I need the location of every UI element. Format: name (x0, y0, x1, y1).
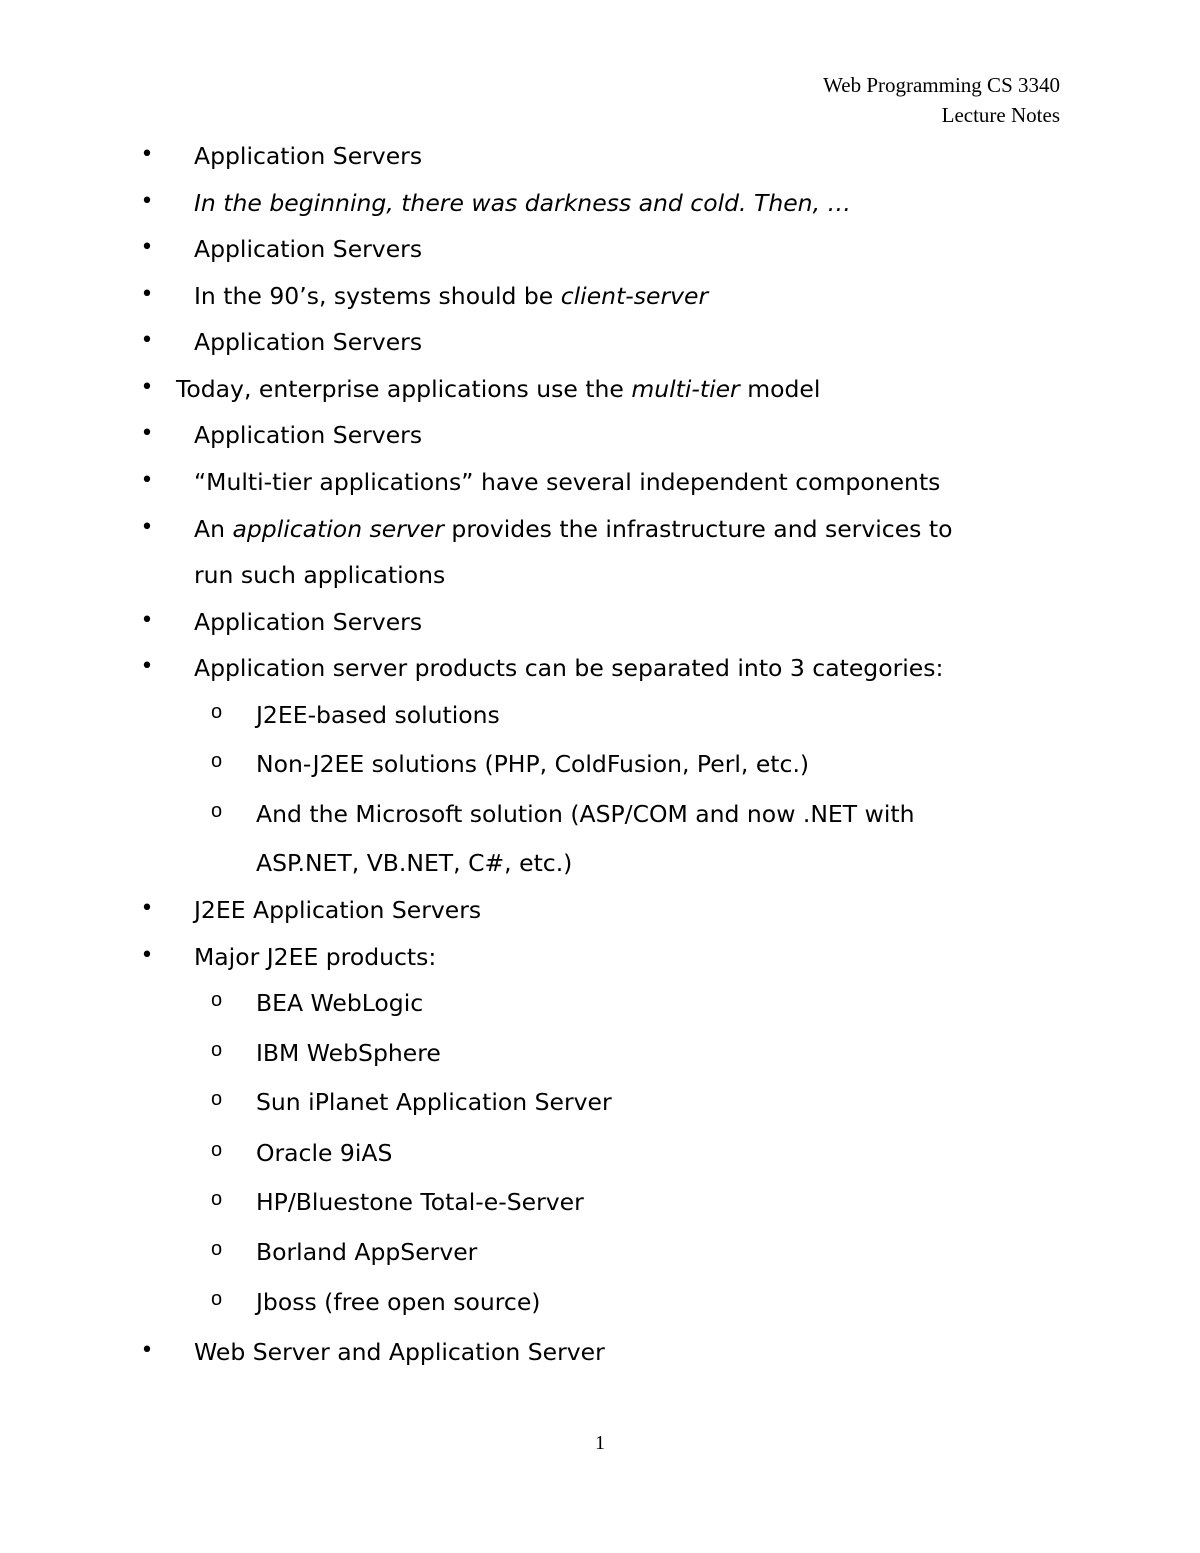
sub-list-item-text: Sun iPlanet Application Server (256, 1088, 612, 1116)
circle-bullet-icon: o (211, 1088, 223, 1110)
circle-bullet-icon: o (211, 750, 223, 772)
circle-bullet-icon: o (211, 800, 223, 822)
list-item-text: “Multi-tier applications” have several independent components (194, 468, 941, 496)
circle-bullet-icon: o (211, 701, 223, 723)
circle-bullet-icon: o (211, 1188, 223, 1210)
bullet-icon: • (140, 1338, 154, 1363)
sub-list-item-text: HP/Bluestone Total-e-Server (256, 1188, 584, 1216)
circle-bullet-icon: o (211, 1139, 223, 1161)
bullet-icon: • (140, 468, 154, 493)
bullet-icon: • (140, 142, 154, 167)
bullet-icon: • (140, 608, 154, 633)
text-run: provides the infrastructure and services to (443, 515, 953, 543)
list-item-text (194, 282, 708, 310)
bullet-icon: • (140, 328, 154, 353)
circle-bullet-icon: o (211, 989, 223, 1011)
list-item-text: Application Servers (194, 421, 423, 449)
emphasis-text: multi-tier (631, 375, 740, 403)
bullet-icon: • (140, 282, 154, 307)
bullet-icon: • (140, 189, 154, 214)
list-item-text: J2EE Application Servers (194, 896, 482, 924)
list-item-text: Application server products can be separated into 3 categories: (194, 654, 944, 682)
list-item-text: Application Servers (194, 608, 423, 636)
sub-list-item-text: IBM WebSphere (256, 1039, 441, 1067)
list-item-text (176, 375, 820, 403)
text-run: model (739, 375, 821, 403)
bullet-icon: • (140, 896, 154, 921)
list-item-text: run such applications (194, 561, 446, 589)
list-item-text (194, 515, 952, 543)
header-subtitle: Lecture Notes (941, 103, 1060, 127)
list-item-text: Web Server and Application Server (194, 1338, 605, 1366)
sub-list-item-text: And the Microsoft solution (ASP/COM and now .NET with (256, 800, 915, 828)
bullet-icon: • (140, 943, 154, 968)
bullet-icon: • (140, 654, 154, 679)
bullet-icon: • (140, 375, 154, 400)
sub-list-item-text: ASP.NET, VB.NET, C#, etc.) (256, 849, 573, 877)
emphasis-text: application server (232, 515, 444, 543)
sub-list-item-text: BEA WebLogic (256, 989, 424, 1017)
sub-list-item-text: Oracle 9iAS (256, 1139, 393, 1167)
list-item-text: Application Servers (194, 142, 423, 170)
bullet-icon: • (140, 515, 154, 540)
course-title: Web Programming CS 3340 (823, 73, 1060, 97)
list-item-text: In the beginning, there was darkness and cold. Then, … (194, 189, 852, 217)
sub-list-item-text: Borland AppServer (256, 1238, 478, 1266)
list-item-text: Major J2EE products: (194, 943, 437, 971)
sub-list-item-text: J2EE-based solutions (256, 701, 500, 729)
text-run: In the 90’s, systems should be (194, 282, 561, 310)
bullet-icon: • (140, 421, 154, 446)
circle-bullet-icon: o (211, 1288, 223, 1310)
circle-bullet-icon: o (211, 1238, 223, 1260)
text-run: An (194, 515, 233, 543)
page-header (823, 70, 1060, 130)
emphasis-text: client-server (560, 282, 709, 310)
page-number: 1 (595, 1432, 605, 1454)
bullet-icon: • (140, 235, 154, 260)
circle-bullet-icon: o (211, 1039, 223, 1061)
sub-list-item-text: Jboss (free open source) (256, 1288, 541, 1316)
list-item-text: Application Servers (194, 328, 423, 356)
text-run: Today, enterprise applications use the (176, 375, 632, 403)
sub-list-item-text: Non-J2EE solutions (PHP, ColdFusion, Perl, etc.) (256, 750, 810, 778)
list-item-text: Application Servers (194, 235, 423, 263)
